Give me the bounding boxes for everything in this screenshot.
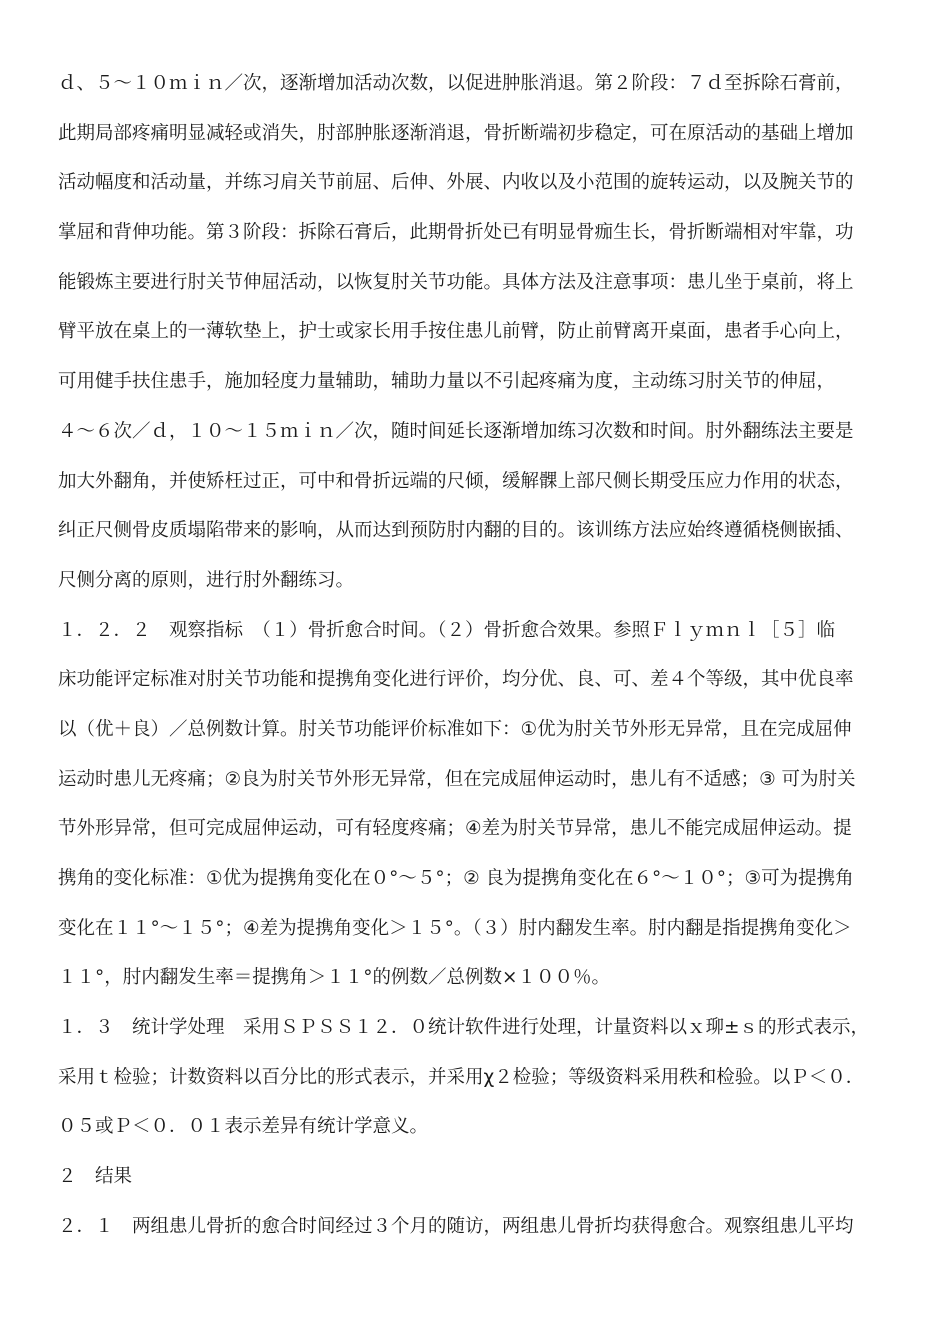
text-line: 以（优＋良）／总例数计算。肘关节功能评价标准如下：①优为肘关节外形无异常，且在完成屈伸 (58, 718, 852, 740)
text-line: ０５或Ｐ＜０．０１表示差异有统计学意义。 (58, 1116, 429, 1138)
text-line: 臂平放在桌上的一薄软垫上，护士或家长用手按住患儿前臂，防止前臂离开桌面，患者手心向上， (58, 321, 854, 343)
document-body (58, 71, 908, 1264)
section-heading-2-1: ２．１ 两组患儿骨折的愈合时间经过３个月的随访，两组患儿骨折均获得愈合。观察组患儿平均 (58, 1215, 854, 1237)
text-line: １１°，肘内翻发生率＝提携角＞１１°的例数／总例数×１００％。 (58, 967, 611, 989)
section-heading-2: ２ 结果 (58, 1166, 133, 1188)
text-line: 节外形异常，但可完成屈伸运动，可有轻度疼痛；④差为肘关节异常，患儿不能完成屈伸运动。提 (58, 818, 852, 840)
section-heading-1-2-2: １．２．２ 观察指标 （１）骨折愈合时间。（２）骨折愈合效果。参照Ｆｌｙｍｎｌ［５］临 (58, 619, 836, 641)
text-line: 此期局部疼痛明显减轻或消失，肘部肿胀逐渐消退，骨折断端初步稳定，可在原活动的基础上增加 (58, 122, 854, 144)
text-line: 采用ｔ检验；计数资料以百分比的形式表示，并采用χ２检验；等级资料采用秩和检验。以Ｐ＜０． (58, 1066, 865, 1088)
text-line: 纠正尺侧骨皮质塌陷带来的影响，从而达到预防肘内翻的目的。该训练方法应始终遵循桡侧嵌插、 (58, 520, 854, 542)
text-line: ４～６次／ｄ，１０～１５ｍｉｎ／次，随时间延长逐渐增加练习次数和时间。肘外翻练法主要是 (58, 420, 854, 442)
text-line: 运动时患儿无疼痛；②良为肘关节外形无异常，但在完成屈伸运动时，患儿有不适感；③ 可为肘关 (58, 768, 856, 790)
text-line: 活动幅度和活动量，并练习肩关节前屈、后伸、外展、内收以及小范围的旋转运动，以及腕关节的 (58, 172, 854, 194)
text-line: 掌屈和背伸功能。第３阶段：拆除石膏后，此期骨折处已有明显骨痂生长，骨折断端相对牢靠，功 (58, 222, 854, 244)
section-heading-1-3: １．３ 统计学处理 采用ＳＰＳＳ１２．０统计软件进行处理，计量资料以ｘ珋±ｓ的形式表示， (58, 1017, 870, 1039)
text-line: 可用健手扶住患手，施加轻度力量辅助，辅助力量以不引起疼痛为度，主动练习肘关节的伸屈， (58, 371, 836, 393)
text-line: ｄ、５～１０ｍｉｎ／次，逐渐增加活动次数，以促进肿胀消退。第２阶段：７ｄ至拆除石膏前， (58, 73, 854, 94)
text-line: 加大外翻角，并使矫枉过正，可中和骨折远端的尺倾，缓解髁上部尺侧长期受压应力作用的状态， (58, 470, 854, 492)
text-line: 变化在１１°～１５°；④差为提携角变化＞１５°。（３）肘内翻发生率。肘内翻是指提携角变化＞ (58, 917, 852, 939)
text-line: 携角的变化标准：①优为提携角变化在０°～５°；② 良为提携角变化在６°～１０°；③可为提携角 (58, 868, 854, 889)
text-line: 床功能评定标准对肘关节功能和提携角变化进行评价，均分优、良、可、差４个等级，其中优良率 (58, 669, 854, 691)
text-line: 能锻炼主要进行肘关节伸屈活动，以恢复肘关节功能。具体方法及注意事项：患儿坐于桌前，将上 (58, 271, 854, 293)
text-line: 尺侧分离的原则，进行肘外翻练习。 (58, 569, 355, 591)
